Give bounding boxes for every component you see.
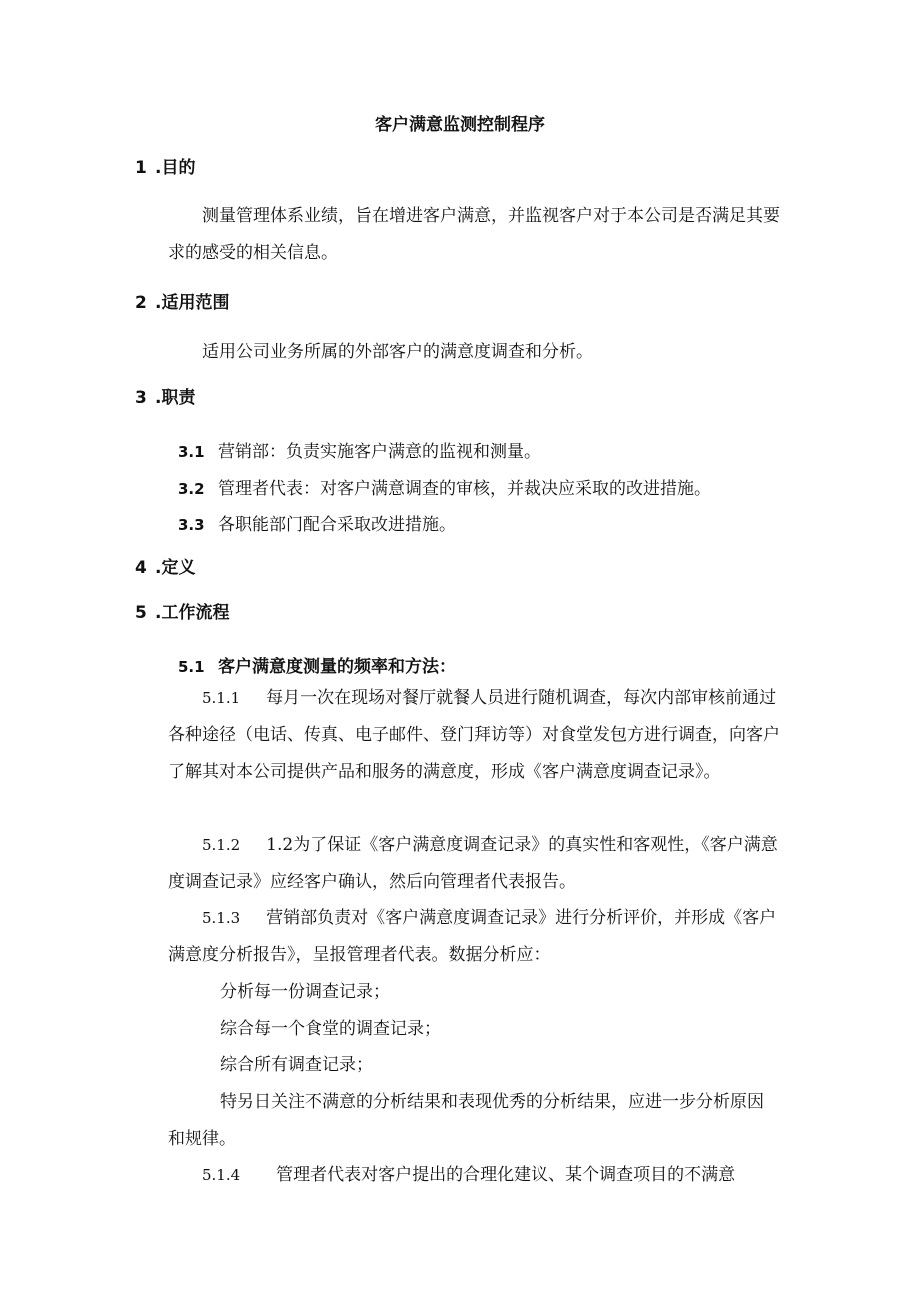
section-number: 4 bbox=[135, 558, 147, 578]
analysis-list-item: 综合所有调查记录； bbox=[220, 1055, 373, 1075]
section-title: .定义 bbox=[155, 558, 196, 578]
clause-5-1-1: 5.1.1 每月一次在现场对餐厅就餐人员进行随机调查，每次内部审核前通过各种途径（电话、传真、电子邮件、登门拜访等）对食堂发包方进行调查，向客户了解其对本公司提供产品和服务的满意度，形成《客户满意度调查记录》。 bbox=[168, 688, 780, 782]
section-2-body: 适用公司业务所属的外部客户的满意度调查和分析。 bbox=[202, 342, 593, 362]
subsection-5-1: 5.1 客户满意度测量的频率和方法： bbox=[178, 657, 456, 677]
section-4-heading bbox=[135, 553, 195, 578]
clause-5-1-4: 5.1.4 管理者代表对客户提出的合理化建议、某个调查项目的不满意 bbox=[202, 1165, 736, 1185]
duty-item: 3.1 营销部：负责实施客户满意的监视和测量。 bbox=[178, 442, 541, 462]
clause-5-1-2: 5.1.2 1.2为了保证《客户满意度调查记录》的真实性和客观性，《客户满意度调查记录》应经客户确认，然后向管理者代表报告。 bbox=[168, 835, 778, 892]
section-number: 2 bbox=[135, 293, 147, 313]
section-2-heading bbox=[135, 288, 229, 313]
analysis-list-item: 分析每一份调查记录； bbox=[220, 982, 390, 1002]
section-number: 3 bbox=[135, 388, 147, 408]
section-number: 5 bbox=[135, 603, 147, 623]
document-title: 客户满意监测控制程序 bbox=[375, 115, 545, 135]
section-title: .职责 bbox=[155, 388, 196, 408]
clause-5-1-3: 5.1.3 营销部负责对《客户满意度调查记录》进行分析评价，并形成《客户满意度分析报告》，呈报管理者代表。数据分析应： bbox=[168, 908, 777, 965]
duty-item: 3.2 管理者代表：对客户满意调查的审核，并裁决应采取的改进措施。 bbox=[178, 479, 711, 499]
section-1-heading bbox=[135, 153, 195, 178]
section-number: 1 bbox=[135, 158, 147, 178]
section-title: .适用范围 bbox=[155, 293, 230, 313]
duty-item: 3.3 各职能部门配合采取改进措施。 bbox=[178, 515, 456, 535]
section-title: .目的 bbox=[155, 158, 196, 178]
section-title: .工作流程 bbox=[155, 603, 230, 623]
section-5-heading bbox=[135, 598, 229, 623]
section-1-body: 测量管理体系业绩，旨在增进客户满意，并监视客户对于本公司是否满足其要求的感受的相关信息。 bbox=[168, 206, 780, 263]
section-3-heading bbox=[135, 383, 195, 408]
analysis-list-item: 综合每一个食堂的调查记录； bbox=[220, 1019, 441, 1039]
analysis-list-item: 特另日关注不满意的分析结果和表现优秀的分析结果，应进一步分析原因和规律。 bbox=[168, 1092, 764, 1149]
